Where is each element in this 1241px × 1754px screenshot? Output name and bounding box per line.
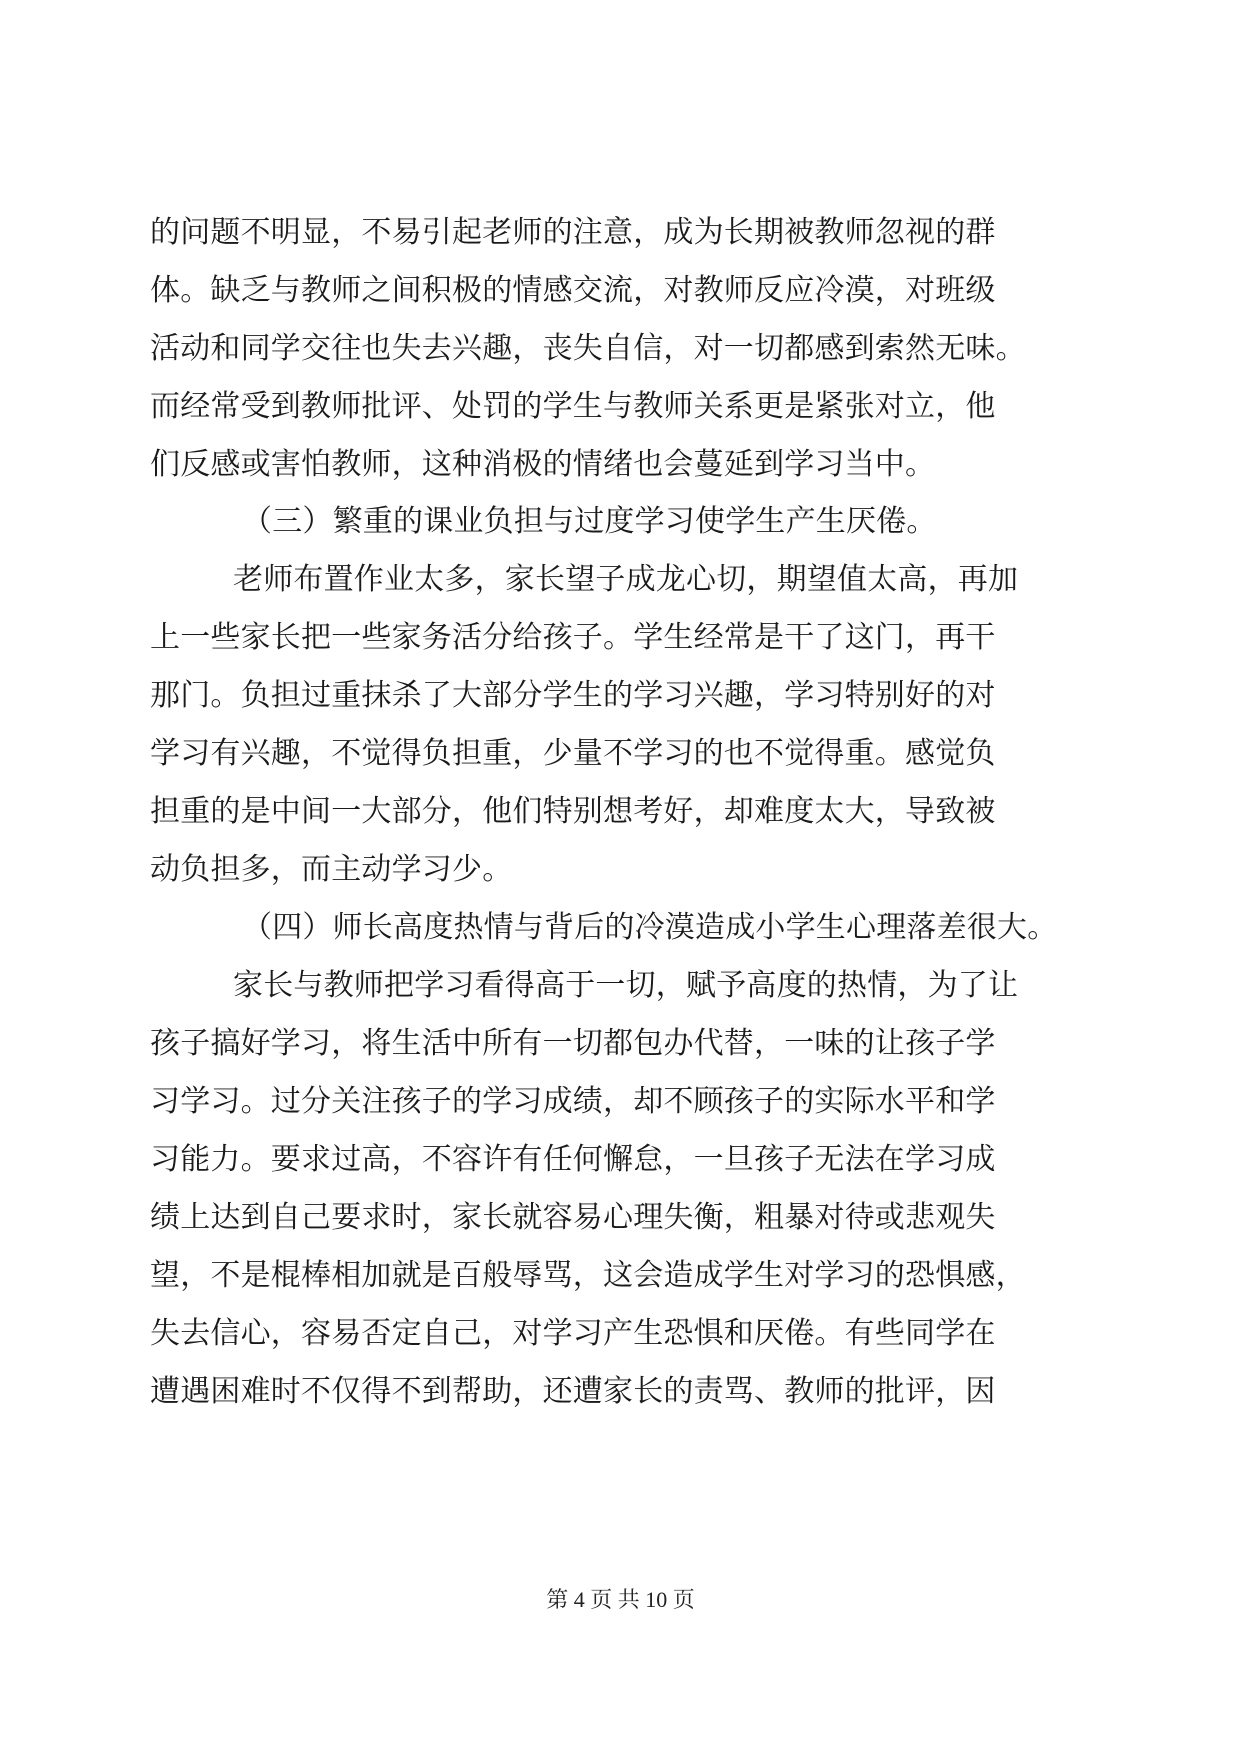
paragraph-line: 习能力。要求过高，不容许有任何懈怠，一旦孩子无法在学习成 <box>150 1142 996 1177</box>
paragraph-line: 而经常受到教师批评、处罚的学生与教师关系更是紧张对立，他 <box>150 389 996 424</box>
paragraph-line: 上一些家长把一些家务活分给孩子。学生经常是干了这门，再干 <box>150 620 996 655</box>
paragraph-line: 望，不是棍棒相加就是百般辱骂，这会造成学生对学习的恐惧感， <box>150 1258 1026 1293</box>
paragraph-line: 失去信心，容易否定自己，对学习产生恐惧和厌倦。有些同学在 <box>150 1316 996 1351</box>
paragraph-line: 孩子搞好学习，将生活中所有一切都包办代替，一味的让孩子学 <box>150 1026 996 1061</box>
paragraph-line: 老师布置作业太多，家长望子成龙心切，期望值太高，再加 <box>233 562 1019 597</box>
paragraph-line: 遭遇困难时不仅得不到帮助，还遭家长的责骂、教师的批评，因 <box>150 1374 996 1409</box>
section-heading-3: （三）繁重的课业负担与过度学习使学生产生厌倦。 <box>242 504 937 539</box>
page-footer: 第 4 页 共 10 页 <box>546 1587 695 1612</box>
paragraph-line: 学习有兴趣，不觉得负担重，少量不学习的也不觉得重。感觉负 <box>150 736 996 771</box>
paragraph-line: 担重的是中间一大部分，他们特别想考好，却难度太大，导致被 <box>150 794 996 829</box>
paragraph-line: 那门。负担过重抹杀了大部分学生的学习兴趣，学习特别好的对 <box>150 678 996 713</box>
paragraph-line: 家长与教师把学习看得高于一切，赋予高度的热情，为了让 <box>233 968 1019 1003</box>
paragraph-line: 绩上达到自己要求时，家长就容易心理失衡，粗暴对待或悲观失 <box>150 1200 996 1235</box>
section-heading-4: （四）师长高度热情与背后的冷漠造成小学生心理落差很大。 <box>242 910 1058 945</box>
paragraph-line: 习学习。过分关注孩子的学习成绩，却不顾孩子的实际水平和学 <box>150 1084 996 1119</box>
paragraph-line: 们反感或害怕教师，这种消极的情绪也会蔓延到学习当中。 <box>150 447 936 482</box>
paragraph-line: 体。缺乏与教师之间积极的情感交流，对教师反应冷漠，对班级 <box>150 273 996 308</box>
paragraph-line: 的问题不明显，不易引起老师的注意，成为长期被教师忽视的群 <box>150 215 996 250</box>
paragraph-line: 活动和同学交往也失去兴趣，丧失自信，对一切都感到索然无味。 <box>150 331 1026 366</box>
paragraph-line: 动负担多，而主动学习少。 <box>150 852 513 887</box>
